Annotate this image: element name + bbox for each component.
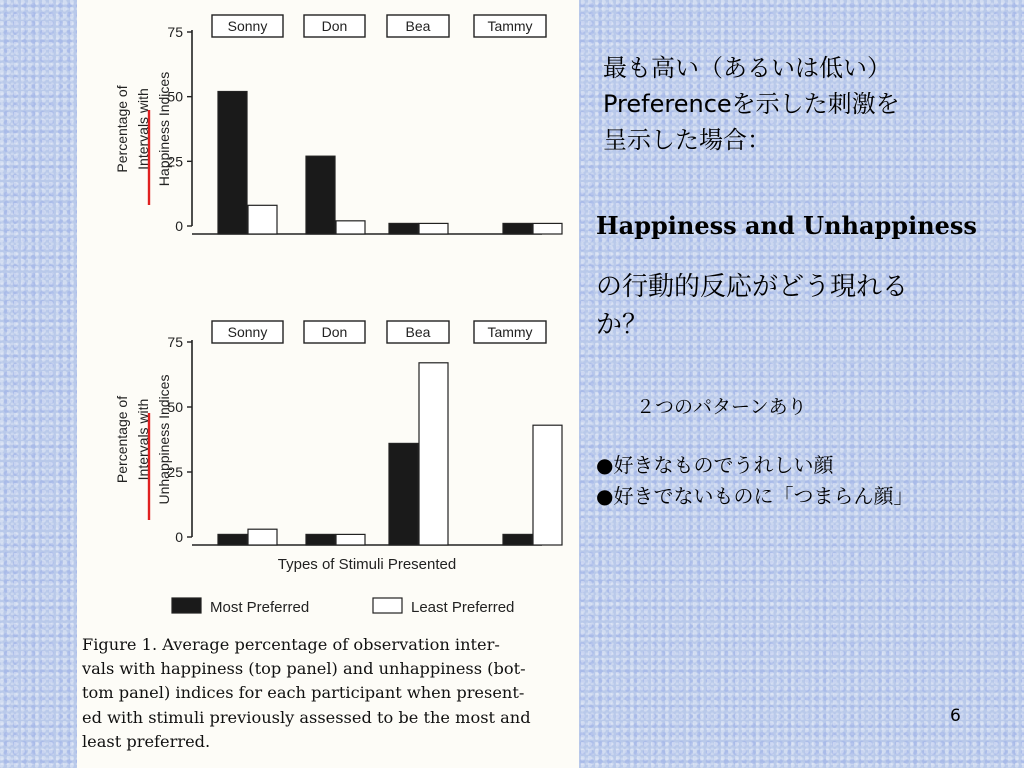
slide-heading-en: Happiness and Unhappiness <box>596 211 977 240</box>
category-label: Sonny <box>227 324 268 340</box>
y-axis-label-line: Happiness Indices <box>156 71 172 187</box>
legend-swatch <box>172 598 201 613</box>
pattern-item: ●好きなものでうれしい顔 <box>596 453 834 477</box>
bar-most-preferred <box>389 443 418 545</box>
y-axis-label-line: Percentage of <box>114 85 130 173</box>
bar-least-preferred <box>419 223 448 234</box>
slide-question: の行動的反応がどう現れる か？ <box>596 272 909 340</box>
bar-least-preferred <box>248 529 277 545</box>
pattern-item: ●好きでないものに「つまらん顔」 <box>596 484 914 508</box>
y-tick-label: 25 <box>167 153 183 170</box>
y-axis-label-line: Unhappiness Indices <box>156 374 172 505</box>
category-label: Tammy <box>487 18 533 34</box>
figure-panel <box>77 0 579 768</box>
slide-heading-jp: 最も高い（あるいは低い） Preferenceを示した刺激を 呈示した場合： <box>603 54 900 154</box>
figure-caption: Figure 1. Average percentage of observation inter- vals with happiness (top panel) and unhappiness (bot- tom panel) indices for each participant when present- ed with stimuli previously assessed to be the most and least preferred. <box>82 635 531 751</box>
figure-charts <box>77 0 579 640</box>
y-tick-label: 0 <box>175 218 183 234</box>
bar-least-preferred <box>336 534 365 545</box>
y-axis-label-line: Percentage of <box>114 395 130 484</box>
y-axis-label-line: Intervals with <box>135 88 151 170</box>
category-label: Don <box>321 324 348 340</box>
y-axis-label-top <box>114 72 172 186</box>
category-label: Tammy <box>487 324 533 340</box>
y-tick-label: 0 <box>175 529 183 545</box>
y-tick-label: 25 <box>167 464 183 480</box>
bar-least-preferred <box>533 223 562 234</box>
bar-most-preferred <box>218 534 247 545</box>
y-tick-label: 75 <box>167 24 183 40</box>
y-tick-label: 50 <box>167 88 183 105</box>
bar-most-preferred <box>306 156 335 234</box>
bar-most-preferred <box>503 534 532 545</box>
legend-label: Most Preferred <box>210 599 310 616</box>
bar-most-preferred <box>389 223 418 234</box>
bar-least-preferred <box>336 221 365 234</box>
page-number: 6 <box>950 706 961 726</box>
bar-least-preferred <box>419 363 448 545</box>
bar-most-preferred <box>503 223 532 234</box>
bar-least-preferred <box>248 205 277 234</box>
y-axis-label-bottom <box>114 375 172 505</box>
bar-least-preferred <box>533 425 562 545</box>
y-tick-label: 75 <box>167 334 183 350</box>
pattern-list <box>596 450 986 512</box>
patterns-heading: ２つのパターンあり <box>636 396 807 418</box>
category-label: Bea <box>405 18 431 34</box>
bar-most-preferred <box>306 534 335 545</box>
x-axis-label: Types of Stimuli Presented <box>277 556 457 573</box>
y-axis-label-line: Intervals with <box>135 398 151 481</box>
category-label: Don <box>321 18 348 34</box>
category-label: Sonny <box>227 18 268 34</box>
bar-most-preferred <box>218 91 247 234</box>
legend-swatch <box>373 598 402 613</box>
category-label: Bea <box>405 324 431 340</box>
legend-label: Least Preferred <box>411 599 515 616</box>
y-tick-label: 50 <box>167 399 183 415</box>
